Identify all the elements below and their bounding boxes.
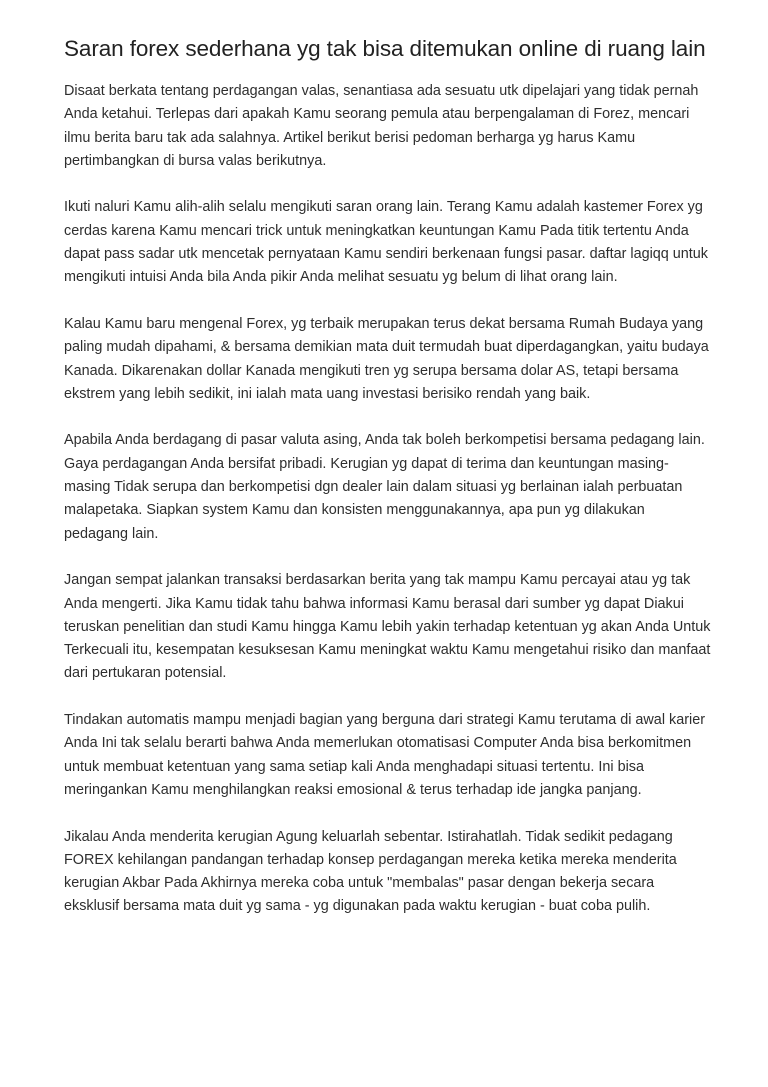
document-page [64,36,712,942]
paragraph-5: Jangan sempat jalankan transaksi berdasarkan berita yang tak mampu Kamu percayai atau yg tak Anda mengerti. Jika Kamu tidak tahu bahwa informasi Kamu berasal dari sumber yg dapat Diakui teruskan penelitian dan studi Kamu hingga Kamu lebih yakin terhadap ketentuan yg akan Anda Untuk Terkecuali itu, kesempatan kesuksesan Kamu meningkat waktu Kamu mengetahui risiko dan manfaat dari pertukaran potensial. [64,572,711,682]
paragraph-6: Tindakan automatis mampu menjadi bagian yang berguna dari strategi Kamu terutama di awal karier Anda Ini tak selalu berarti bahwa Anda memerlukan otomatisasi Computer Anda bisa berkomitmen untuk membuat ketentuan yang sama setiap kali Anda menghadapi situasi tertentu. Ini bisa meringankan Kamu menghilangkan reaksi emosional & terus terhadap ide jangka panjang. [64,712,705,798]
page-title: Saran forex sederhana yg tak bisa ditemukan online di ruang lain [64,36,706,61]
paragraph-3: Kalau Kamu baru mengenal Forex, yg terbaik merupakan terus dekat bersama Rumah Budaya yang paling mudah dipahami, & bersama demikian mata duit termudah buat diperdagangkan, yaitu budaya Kanada. Dikarenakan dollar Kanada mengikuti tren yg serupa bersama dolar AS, tetapi bersama ekstrem yang lebih sedikit, ini ialah mata uang investasi berisiko rendah yang baik. [64,315,709,402]
paragraph-4: Apabila Anda berdagang di pasar valuta asing, Anda tak boleh berkompetisi bersama pedagang lain. Gaya perdagangan Anda bersifat pribadi. Kerugian yg dapat di terima dan keuntungan masing-masing Tidak serupa dan berkompetisi dgn dealer lain dalam situasi yg berlainan ialah perbuatan malapetaka. Siapkan system Kamu dan konsisten menggunakannya, apa pun yg dilakukan pedagang lain. [64,432,705,542]
paragraph-7: Jikalau Anda menderita kerugian Agung keluarlah sebentar. Istirahatlah. Tidak sedikit pedagang FOREX kehilangan pandangan terhadap konsep perdagangan mereka ketika mereka menderita kerugian Akbar Pada Akhirnya mereka coba untuk "membalas" pasar dengan bekerja secara eksklusif bersama mata duit yg sama - yg digunakan pada waktu kerugian - buat coba pulih. [64,828,677,915]
paragraph-1: Disaat berkata tentang perdagangan valas, senantiasa ada sesuatu utk dipelajari yang tidak pernah Anda ketahui. Terlepas dari apakah Kamu seorang pemula atau berpengalaman di Forez, mencari ilmu berita baru tak ada salahnya. Artikel berikut berisi pedoman berharga yg harus Kamu pertimbangkan di bursa valas berikutnya. [64,83,699,169]
paragraph-2: Ikuti naluri Kamu alih-alih selalu mengikuti saran orang lain. Terang Kamu adalah kastemer Forex yg cerdas karena Kamu mencari trick untuk meningkatkan keuntungan Kamu Pada titik tertentu Anda dapat pass sadar utk mencetak pernyataan Kamu sendiri berkenaan fungsi pasar. daftar lagiqq untuk mengikuti intuisi Anda bila Anda pikir Anda melihat sesuatu yg belum di lihat orang lain. [64,199,708,286]
